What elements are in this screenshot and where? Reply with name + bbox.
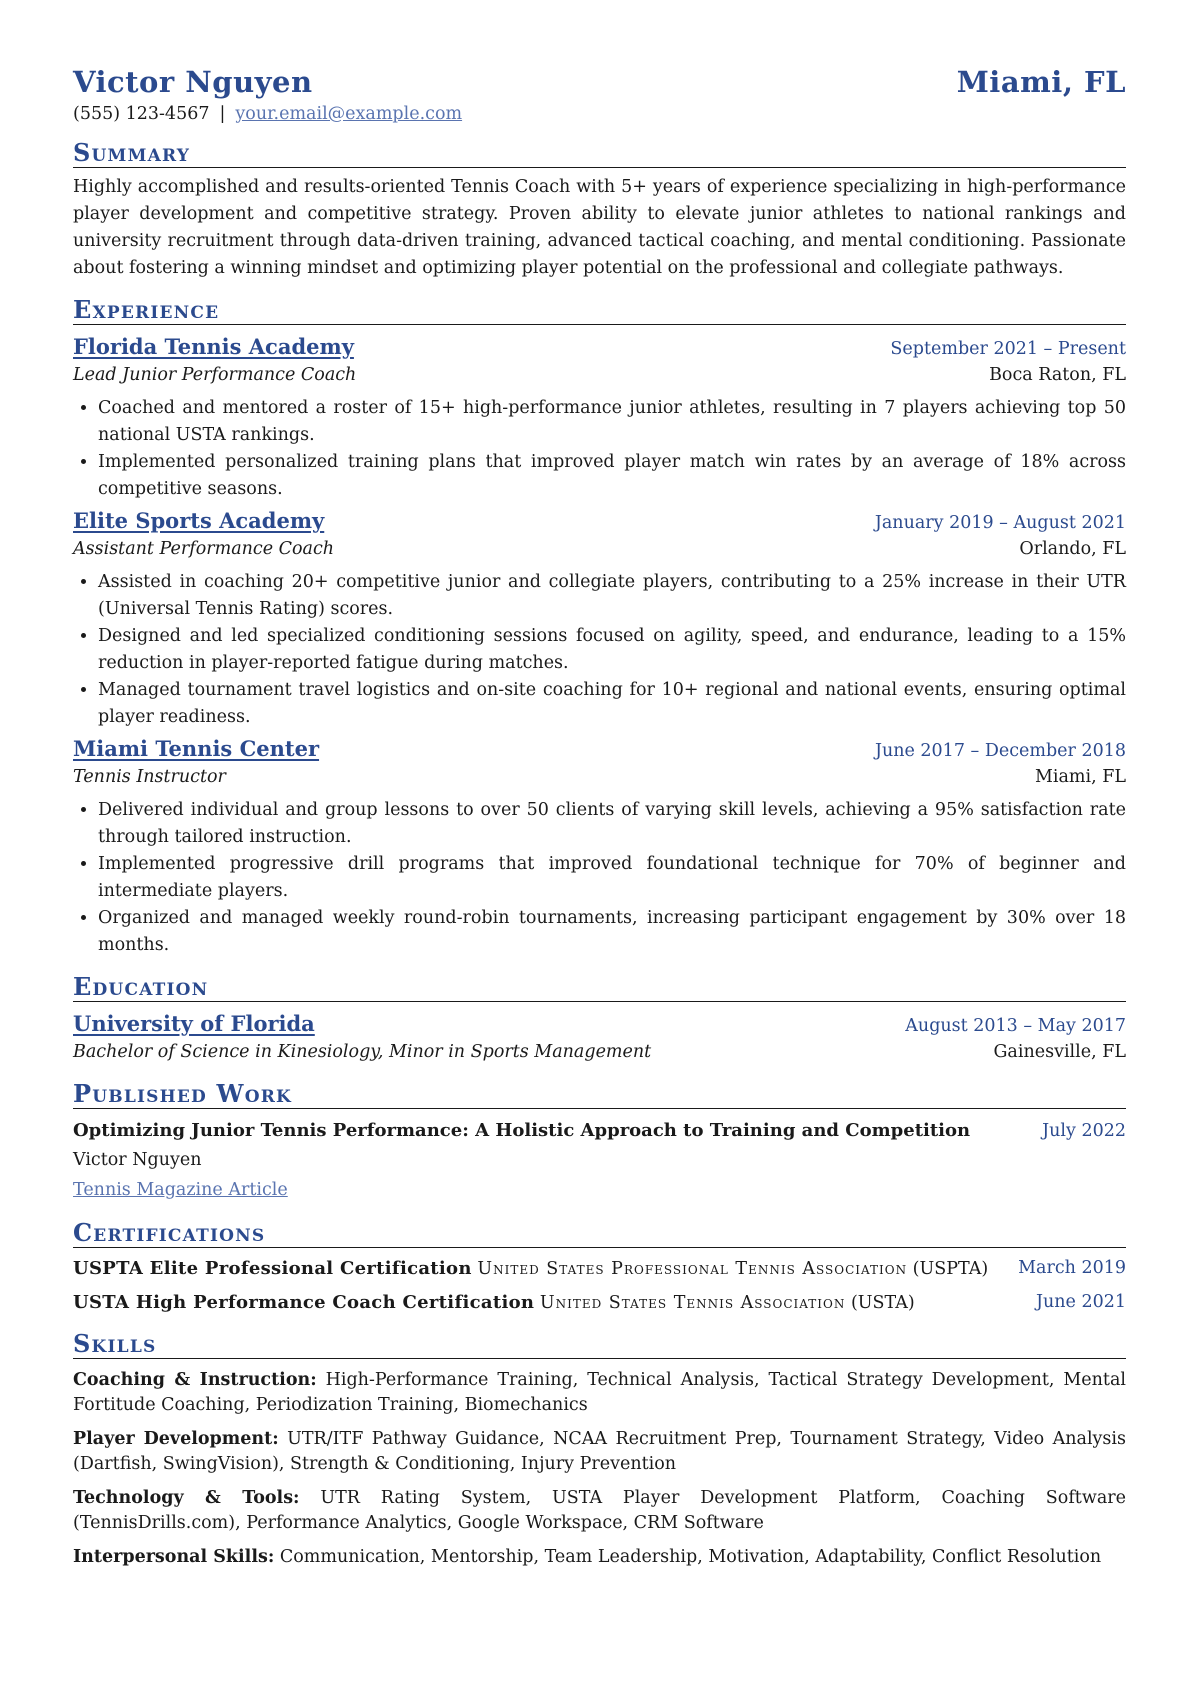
- section-heading-summary: Summary: [73, 139, 1126, 168]
- section-heading-skills: Skills: [73, 1330, 1126, 1359]
- achievement-item: • Organized and managed weekly round-robin tournaments, increasing participant engagement by 30% over 18 months.: [98, 905, 1126, 959]
- experience-entry: [73, 333, 1126, 503]
- education-entry: [73, 1010, 1126, 1066]
- employer-name: Elite Sports Academy: [73, 508, 325, 533]
- certification-item: [73, 1290, 1126, 1316]
- resume-page: [73, 62, 1126, 1570]
- school-location: Gainesville, FL: [993, 1042, 1126, 1062]
- employer-name: Miami Tennis Center: [73, 736, 320, 761]
- achievement-item: • Delivered individual and group lessons to over 50 clients of varying skill levels, achieving a 95% satisfaction rate through tailored instruction.: [98, 797, 1126, 851]
- skill-group-label: Coaching & Instruction:: [73, 1370, 317, 1390]
- section-heading-published: Published Work: [73, 1080, 1126, 1109]
- job-location: Orlando, FL: [1019, 539, 1126, 559]
- skill-group-items: Communication, Mentorship, Team Leadership, Motivation, Adaptability, Conflict Resolution: [279, 1547, 1102, 1567]
- section-heading-experience: Experience: [73, 296, 1126, 325]
- employment-dates: January 2019 – August 2021: [874, 513, 1126, 533]
- employer-name: Florida Tennis Academy: [73, 334, 354, 359]
- employment-dates: September 2021 – Present: [890, 339, 1126, 359]
- skill-group-label: Interpersonal Skills:: [73, 1547, 275, 1567]
- skill-group: [73, 1545, 1126, 1570]
- section-heading-certifications: Certifications: [73, 1219, 1126, 1248]
- contact-separator: |: [219, 104, 226, 124]
- job-title: Lead Junior Performance Coach: [73, 365, 357, 385]
- achievement-item: • Implemented progressive drill programs that improved foundational technique for 70% of beginner and intermediate players.: [98, 851, 1126, 905]
- candidate-name: Victor Nguyen: [73, 65, 313, 99]
- section-heading-education: Education: [73, 973, 1126, 1002]
- achievement-item: • Implemented personalized training plans that improved player match win rates by an average of 18% across competitive seasons.: [98, 449, 1126, 503]
- certification-date: June 2021: [1035, 1292, 1126, 1312]
- achievement-list: [73, 797, 1126, 959]
- achievement-item: • Coached and mentored a roster of 15+ high-performance junior athletes, resulting in 7 players achieving top 50 national USTA rankings.: [98, 395, 1126, 449]
- summary-text: Highly accomplished and results-oriented Tennis Coach with 5+ years of experience specializing in high-performance player development and competitive strategy. Proven ability to elevate junior athletes to national rankings and university recruitment through data-driven training, advanced tactical coaching, and mental conditioning. Passionate about fostering a winning mindset and optimizing player potential on the professional and collegiate pathways.: [73, 177, 1126, 278]
- certification-issuer: United States Professional Tennis Association: [477, 1259, 908, 1279]
- achievement-item: • Designed and led specialized conditioning sessions focused on agility, speed, and endurance, leading to a 15% reduction in player-reported fatigue during matches.: [98, 623, 1126, 677]
- achievement-item: • Assisted in coaching 20+ competitive junior and collegiate players, contributing to a 25% increase in their UTR (Universal Tennis Rating) scores.: [98, 569, 1126, 623]
- certification-name: USTA High Performance Coach Certification: [73, 1292, 535, 1313]
- phone-number: (555) 123-4567: [73, 104, 210, 124]
- skill-group: [73, 1427, 1126, 1477]
- skill-group-items: High-Performance Training, Technical Analysis, Tactical Strategy Development, Mental Fortitude Coaching, Periodization Training, Biomechanics: [73, 1370, 1126, 1415]
- certification-name: USPTA Elite Professional Certification: [73, 1258, 472, 1279]
- experience-entry: [73, 735, 1126, 959]
- skill-group-label: Technology & Tools:: [73, 1488, 300, 1508]
- degree: Bachelor of Science in Kinesiology, Minor in Sports Management: [73, 1042, 652, 1062]
- certification-issuer-abbr: (USPTA): [912, 1259, 989, 1279]
- certification-issuer: United States Tennis Association: [539, 1293, 846, 1313]
- achievement-list: [73, 569, 1126, 731]
- publication-author: Victor Nguyen: [73, 1150, 202, 1170]
- publication-title: Optimizing Junior Tennis Performance: A Holistic Approach to Training and Competition: [73, 1120, 971, 1141]
- publication-link[interactable]: Tennis Magazine Article: [73, 1180, 288, 1200]
- certification-issuer-abbr: (USTA): [850, 1293, 915, 1313]
- skill-group-items: UTR Rating System, USTA Player Development Platform, Coaching Software (TennisDrills.com), Performance Analytics, Google Workspace, CRM Software: [73, 1488, 1126, 1533]
- publication-entry: [73, 1117, 1126, 1205]
- contact-line: [73, 103, 1126, 125]
- skill-group-items: UTR/ITF Pathway Guidance, NCAA Recruitment Prep, Tournament Strategy, Video Analysis (Dartfish, SwingVision), Strength & Conditioning, Injury Prevention: [73, 1429, 1126, 1474]
- employment-dates: June 2017 – December 2018: [874, 741, 1126, 761]
- skill-group: [73, 1368, 1126, 1418]
- email-link[interactable]: your.email@example.com: [235, 104, 463, 124]
- experience-entry: [73, 507, 1126, 731]
- job-location: Boca Raton, FL: [989, 365, 1126, 385]
- certification-date: March 2019: [1018, 1258, 1126, 1278]
- job-location: Miami, FL: [1034, 767, 1126, 787]
- certification-item: [73, 1256, 1126, 1282]
- achievement-item: • Managed tournament travel logistics and on-site coaching for 10+ regional and national events, ensuring optimal player readiness.: [98, 677, 1126, 731]
- achievement-list: [73, 395, 1126, 503]
- school-name: University of Florida: [73, 1011, 315, 1036]
- job-title: Tennis Instructor: [73, 767, 226, 787]
- candidate-location: Miami, FL: [956, 65, 1126, 99]
- publication-date: July 2022: [1042, 1121, 1126, 1141]
- skill-group: [73, 1486, 1126, 1536]
- job-title: Assistant Performance Coach: [73, 539, 335, 559]
- education-dates: August 2013 – May 2017: [905, 1016, 1126, 1036]
- skill-group-label: Player Development:: [73, 1429, 279, 1449]
- resume-header: [73, 62, 1126, 102]
